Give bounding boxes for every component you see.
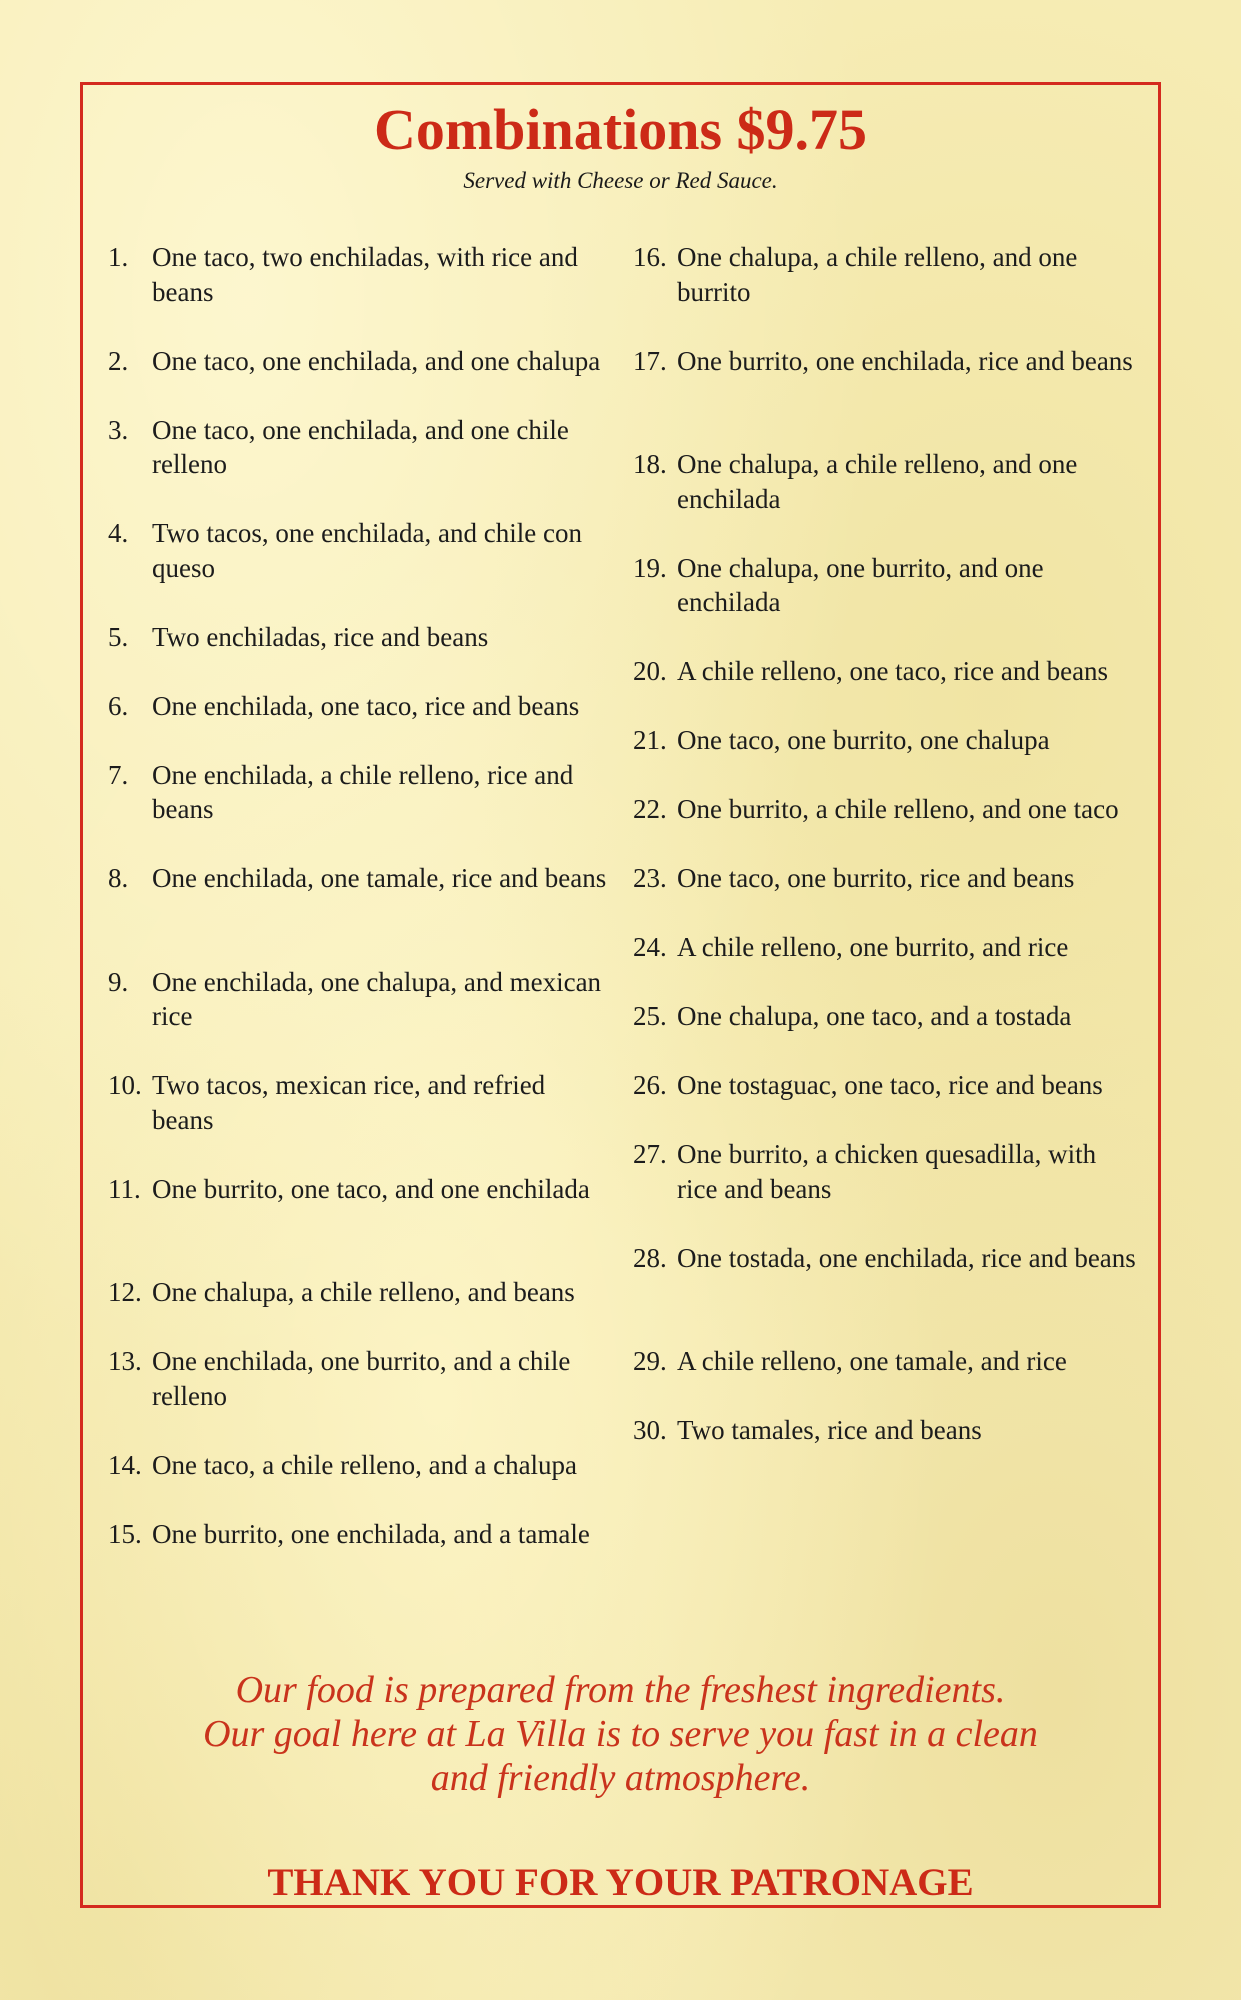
- item-text: One tostaguac, one taco, rice and beans: [677, 1070, 1103, 1100]
- message-line: and friendly atmosphere.: [430, 1757, 811, 1799]
- list-item: [633, 344, 1143, 413]
- item-text: One burrito, a chile relleno, and one taco: [677, 794, 1119, 824]
- item-number: 27.: [633, 1139, 667, 1169]
- list-item: [108, 1517, 608, 1586]
- item-text: A chile relleno, one taco, rice and beans: [677, 656, 1109, 686]
- list-item: [108, 689, 608, 724]
- item-text: One taco, one enchilada, and one chile relleno: [152, 414, 569, 479]
- list-item: [633, 723, 1143, 758]
- item-text: One burrito, a chicken quesadilla, with rice and beans: [677, 1139, 1097, 1204]
- item-number: 20.: [633, 656, 667, 686]
- item-number: 12.: [108, 1277, 142, 1307]
- item-number: 7.: [108, 759, 129, 790]
- item-text: One burrito, one enchilada, rice and beans: [677, 345, 1133, 376]
- item-text: One chalupa, a chile relleno, and one burrito: [677, 242, 1078, 307]
- item-text: One burrito, one taco, and one enchilada: [152, 1173, 590, 1204]
- list-item: [108, 1275, 608, 1310]
- item-text: A chile relleno, one tamale, and rice: [677, 1346, 1067, 1376]
- restaurant-message: [0, 1668, 1241, 1800]
- message-line: Our goal here at La Villa is to serve you fast in a clean: [203, 1713, 1038, 1755]
- list-item: [633, 861, 1143, 896]
- item-number: 18.: [633, 449, 667, 479]
- list-item: [108, 240, 608, 309]
- list-item: [108, 861, 608, 930]
- list-item: [633, 551, 1143, 620]
- list-item: [108, 965, 608, 1034]
- item-number: 9.: [108, 966, 129, 997]
- item-number: 26.: [633, 1070, 667, 1100]
- item-text: Two enchiladas, rice and beans: [152, 621, 489, 652]
- list-item: [633, 1344, 1143, 1379]
- item-text: One tostada, one enchilada, rice and beans: [677, 1242, 1136, 1273]
- list-item: [108, 1172, 608, 1241]
- item-text: One taco, a chile relleno, and a chalupa: [152, 1449, 578, 1480]
- item-text: One taco, two enchiladas, with rice and beans: [152, 242, 578, 307]
- item-text: A chile relleno, one burrito, and rice: [677, 932, 1069, 962]
- item-number: 23.: [633, 863, 667, 893]
- item-number: 3.: [108, 414, 129, 445]
- item-number: 8.: [108, 863, 129, 893]
- item-number: 24.: [633, 932, 667, 962]
- item-text: Two tamales, rice and beans: [677, 1415, 982, 1445]
- combo-list-left: [108, 240, 608, 1620]
- item-text: One burrito, one enchilada, and a tamale: [152, 1518, 590, 1549]
- item-text: One chalupa, a chile relleno, and one enchilada: [677, 449, 1078, 514]
- thank-you-banner: THANK YOU FOR YOUR PATRONAGE: [267, 1861, 974, 1904]
- item-number: 29.: [633, 1346, 667, 1376]
- menu-subtitle: Served with Cheese or Red Sauce.: [463, 168, 778, 193]
- item-text: One enchilada, one taco, rice and beans: [152, 690, 580, 721]
- item-number: 1.: [108, 242, 129, 272]
- message-line: Our food is prepared from the freshest ingredients.: [235, 1669, 1006, 1711]
- item-number: 21.: [633, 725, 667, 755]
- item-number: 22.: [633, 794, 667, 824]
- item-number: 5.: [108, 621, 129, 652]
- list-item: [108, 413, 608, 482]
- list-item: [633, 240, 1143, 309]
- item-number: 16.: [633, 242, 667, 272]
- item-text: One chalupa, one burrito, and one enchilada: [677, 552, 1044, 617]
- item-number: 19.: [633, 552, 667, 583]
- list-item: [108, 516, 608, 585]
- item-text: One enchilada, one tamale, rice and beans: [152, 863, 607, 893]
- list-item: [108, 1344, 608, 1413]
- list-item: [633, 1413, 1143, 1448]
- list-item: [633, 447, 1143, 516]
- item-number: 11.: [108, 1173, 141, 1204]
- item-number: 4.: [108, 518, 129, 548]
- item-text: One taco, one enchilada, and one chalupa: [152, 345, 601, 376]
- item-text: One taco, one burrito, one chalupa: [677, 725, 1050, 755]
- item-number: 17.: [633, 345, 667, 376]
- list-item: [108, 1448, 608, 1483]
- item-text: One enchilada, one chalupa, and mexican rice: [152, 966, 602, 1031]
- list-item: [108, 1068, 608, 1137]
- item-text: One enchilada, one burrito, and a chile relleno: [152, 1346, 571, 1411]
- item-text: Two tacos, one enchilada, and chile con queso: [152, 518, 582, 583]
- item-number: 10.: [108, 1070, 142, 1100]
- list-item: [108, 758, 608, 827]
- item-text: One chalupa, one taco, and a tostada: [677, 1001, 1072, 1031]
- list-item: [108, 620, 608, 655]
- list-item: [633, 999, 1143, 1034]
- item-text: One enchilada, a chile relleno, rice and beans: [152, 759, 574, 824]
- item-text: Two tacos, mexican rice, and refried beans: [152, 1070, 546, 1135]
- item-number: 25.: [633, 1001, 667, 1031]
- item-number: 15.: [108, 1518, 142, 1549]
- item-number: 13.: [108, 1346, 142, 1376]
- item-text: One taco, one burrito, rice and beans: [677, 863, 1075, 893]
- item-number: 14.: [108, 1449, 142, 1480]
- list-item: [633, 654, 1143, 689]
- item-number: 2.: [108, 345, 129, 376]
- list-item: [108, 344, 608, 379]
- list-item: [633, 1068, 1143, 1103]
- list-item: [633, 930, 1143, 965]
- menu-title: Combinations $9.75: [373, 97, 868, 162]
- item-number: 28.: [633, 1242, 667, 1273]
- combo-list-right: [633, 240, 1143, 1482]
- item-number: 30.: [633, 1415, 667, 1445]
- item-number: 6.: [108, 690, 129, 721]
- list-item: [633, 1137, 1143, 1206]
- item-text: One chalupa, a chile relleno, and beans: [152, 1277, 575, 1307]
- list-item: [633, 792, 1143, 827]
- list-item: [633, 1241, 1143, 1310]
